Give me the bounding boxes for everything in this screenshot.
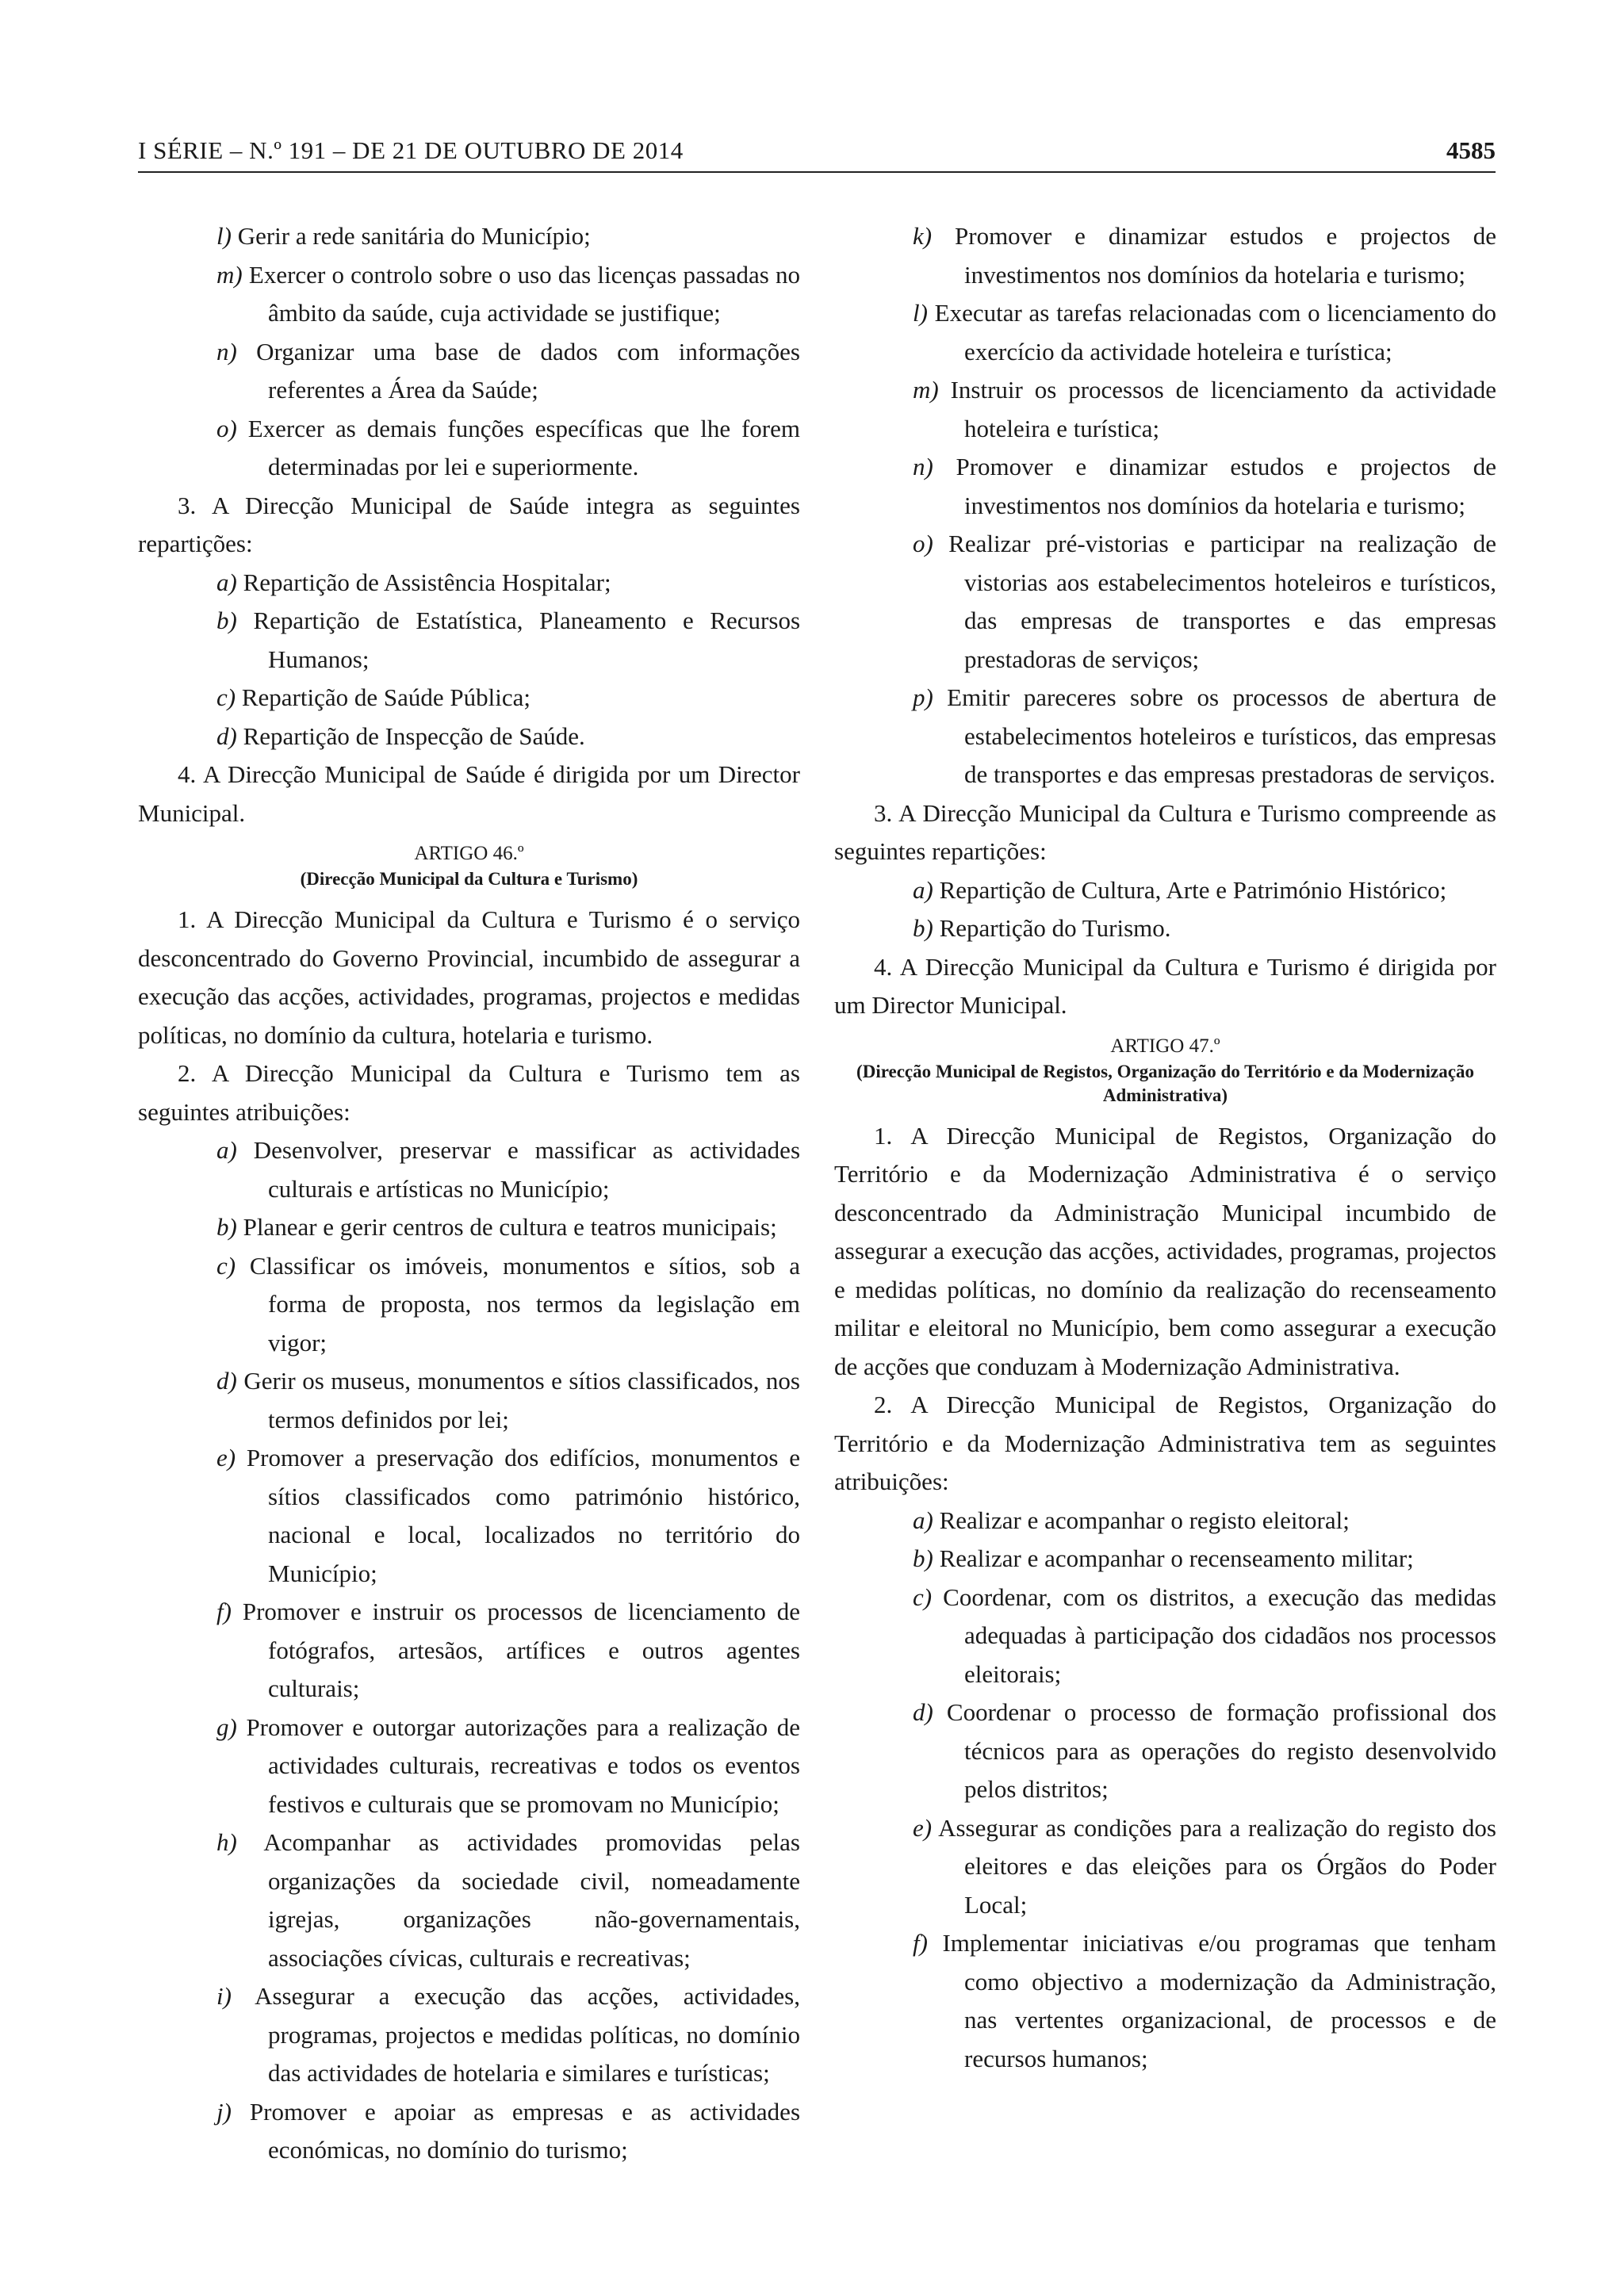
list-item-label: k) (913, 222, 933, 250)
list-item (834, 871, 1496, 910)
list-item (138, 1362, 800, 1439)
journal-series: I SÉRIE – N.º 191 – DE 21 DE OUTUBRO DE 2014 (138, 136, 684, 164)
list-item (138, 1131, 800, 1208)
list-item-text: Repartição de Estatística, Planeamento e Recursos Humanos; (253, 607, 801, 673)
list-item-label: c) (216, 1251, 236, 1280)
page-header (138, 128, 1496, 176)
list-item-label: d) (216, 721, 237, 750)
list-item (138, 1593, 800, 1709)
list-item-label: n) (216, 337, 237, 365)
list-item-label: e) (216, 1444, 236, 1471)
list-item (834, 217, 1496, 294)
list-item-label: m) (216, 260, 243, 289)
page-number: 4585 (1446, 136, 1496, 164)
list-item-text: Emitir pareceres sobre os processos de abertura de estabelecimentos hoteleiros e turísticos, das empresas de transportes e das empresas prestadoras de serviços. (947, 683, 1496, 788)
list-item (834, 1693, 1496, 1809)
list-item-label: m) (913, 376, 939, 404)
list-item-label: d) (913, 1698, 933, 1726)
list-item-label: f) (216, 1598, 232, 1625)
list-item (834, 1578, 1496, 1694)
list-item-text: Promover e apoiar as empresas e as actividades económicas, no domínio do turismo; (249, 2097, 801, 2164)
paragraph: 3. A Direcção Municipal da Cultura e Turismo compreende as seguintes repartições: (834, 798, 1496, 865)
list-item-text: Gerir os museus, monumentos e sítios classificados, nos termos definidos por lei; (243, 1367, 801, 1433)
list-item-label: j) (216, 2097, 232, 2126)
list-item-label: e) (913, 1813, 933, 1842)
list-item-text: Realizar pré-vistorias e participar na realização de vistorias aos estabelecimentos hoteleiros e turísticos, das empresas de transportes e das empresas prestadoras de serviços; (948, 530, 1496, 673)
article-title: (Direcção Municipal de Registos, Organização do Território e da Modernização Administrativa) (856, 1061, 1474, 1105)
list-item-text: Gerir a rede sanitária do Município; (237, 222, 591, 250)
list-item-text: Classificar os imóveis, monumentos e sítios, sob a forma de proposta, nos termos da legislação em vigor; (249, 1251, 801, 1357)
article-title: (Direcção Municipal da Cultura e Turismo) (300, 869, 638, 889)
list-item (138, 1208, 800, 1247)
list-item-label: o) (913, 530, 933, 557)
list-item-label: n) (913, 453, 933, 480)
list-item (138, 1977, 800, 2093)
paragraph: 3. A Direcção Municipal de Saúde integra as seguintes repartições: (138, 491, 800, 557)
list-item-text: Assegurar as condições para a realização do registo dos eleitores e das eleições para os Órgãos do Poder Local; (938, 1813, 1496, 1919)
paragraph: 1. A Direcção Municipal de Registos, Organização do Território e da Modernização Administrativa é o serviço desconcentrado da Administração Municipal incumbido de assegurar a execução das acções, actividades, programas, projectos e medidas políticas, no domínio da realização do recenseamento militar e eleitoral no Município, bem como assegurar a execução de acções que conduzam à Modernização Administrativa. (834, 1121, 1496, 1380)
list-item (138, 679, 800, 718)
list-item (138, 410, 800, 487)
list-item (138, 1247, 800, 1363)
left-column (138, 217, 800, 2170)
list-item-text: Promover e dinamizar estudos e projectos de investimentos nos domínios da hotelaria e turismo; (955, 222, 1497, 289)
list-item-label: g) (216, 1712, 237, 1741)
paragraph: 4. A Direcção Municipal de Saúde é dirigida por um Director Municipal. (138, 760, 800, 827)
list-item (138, 1709, 800, 1824)
list-item-label: l) (913, 299, 928, 327)
list-item (834, 909, 1496, 948)
list-item-label: c) (913, 1582, 933, 1611)
list-item-label: a) (913, 1506, 933, 1534)
article-number: ARTIGO 47.º (1110, 1035, 1220, 1057)
list-item-text: Instruir os processos de licenciamento da actividade hoteleira e turística; (950, 376, 1496, 442)
list-item-text: Repartição de Assistência Hospitalar; (243, 568, 611, 596)
list-item-text: Exercer o controlo sobre o uso das licenças passadas no âmbito da saúde, cuja actividade se justifique; (248, 260, 801, 327)
paragraph: 4. A Direcção Municipal da Cultura e Turismo é dirigida por um Director Municipal. (834, 952, 1496, 1019)
paragraph: 1. A Direcção Municipal da Cultura e Turismo é o serviço desconcentrado do Governo Provincial, incumbido de assegurar a execução das acções, actividades, programas, projectos e medidas políticas, no domínio da cultura, hotelaria e turismo. (138, 905, 800, 1049)
list-item-label: b) (913, 914, 933, 942)
list-item-text: Coordenar o processo de formação profissional dos técnicos para as operações do registo desenvolvido pelos distritos; (946, 1698, 1497, 1803)
list-item-text: Promover e dinamizar estudos e projectos de investimentos nos domínios da hotelaria e turismo; (956, 453, 1497, 519)
list-item (834, 371, 1496, 448)
list-item (834, 1924, 1496, 2078)
list-item (834, 294, 1496, 371)
list-item-label: l) (216, 222, 232, 250)
list-item-text: Promover e outorgar autorizações para a realização de actividades culturais, recreativas e todos os eventos festivos e culturais que se promovam no Município; (246, 1712, 800, 1818)
list-item-text: Repartição de Cultura, Arte e Património Histórico; (939, 875, 1447, 904)
list-item-label: p) (913, 683, 933, 711)
list-item-text: Repartição do Turismo. (939, 914, 1171, 942)
list-item (138, 333, 800, 410)
list-item-text: Planear e gerir centros de cultura e teatros municipais; (243, 1213, 777, 1241)
article-number: ARTIGO 46.º (414, 843, 524, 864)
list-item-label: a) (216, 1136, 237, 1164)
list-item-text: Exercer as demais funções específicas que lhe forem determinadas por lei e superiormente. (247, 414, 801, 480)
list-item-text: Desenvolver, preservar e massificar as actividades culturais e artísticas no Município; (253, 1136, 801, 1203)
list-item-text: Promover e instruir os processos de licenciamento de fotógrafos, artesãos, artífices e outros agentes culturais; (242, 1598, 801, 1702)
list-item (138, 718, 800, 756)
list-item-text: Executar as tarefas relacionadas com o licenciamento do exercício da actividade hoteleira e turística; (934, 299, 1497, 365)
list-item-label: i) (216, 1982, 232, 2010)
list-item (138, 602, 800, 679)
list-item-label: a) (913, 875, 933, 904)
list-item-label: a) (216, 568, 237, 596)
list-item-text: Promover a preservação dos edifícios, monumentos e sítios classificados como património histórico, nacional e local, localizados no território do Município; (246, 1444, 800, 1587)
list-item-text: Repartição de Inspecção de Saúde. (243, 721, 585, 750)
list-item-label: d) (216, 1367, 237, 1395)
list-item (834, 679, 1496, 794)
list-item-text: Organizar uma base de dados com informações referentes a Área da Saúde; (256, 337, 800, 404)
list-item-text: Acompanhar as actividades promovidas pelas organizações da sociedade civil, nomeadamente igrejas, organizações não-governamentais, associações cívicas, culturais e recreativas; (263, 1828, 800, 1972)
paragraph: 2. A Direcção Municipal da Cultura e Turismo tem as seguintes atribuições: (138, 1059, 800, 1126)
list-item (138, 1823, 800, 1977)
list-item-label: b) (216, 607, 237, 634)
list-item (834, 1502, 1496, 1540)
list-item (834, 525, 1496, 679)
list-item-label: o) (216, 414, 237, 442)
list-item-text: Assegurar a execução das acções, actividades, programas, projectos e medidas políticas, no domínio das actividades de hotelaria e similares e turísticas; (255, 1982, 800, 2087)
list-item (138, 1439, 800, 1593)
list-item-text: Realizar e acompanhar o registo eleitoral; (939, 1506, 1350, 1534)
list-item-label: b) (913, 1544, 933, 1572)
paragraph: 2. A Direcção Municipal de Registos, Organização do Território e da Modernização Administrativa tem as seguintes atribuições: (834, 1391, 1496, 1495)
header-rule (138, 171, 1496, 173)
list-item-text: Coordenar, com os distritos, a execução das medidas adequadas à participação dos cidadãos nos processos eleitorais; (943, 1582, 1496, 1688)
list-item (834, 1540, 1496, 1578)
list-item-label: b) (216, 1213, 237, 1241)
list-item (138, 564, 800, 603)
list-item (834, 1809, 1496, 1925)
list-item-label: h) (216, 1828, 237, 1856)
list-item (834, 448, 1496, 525)
right-column (834, 217, 1496, 2078)
list-item (138, 2093, 800, 2170)
list-item-text: Repartição de Saúde Pública; (241, 683, 530, 711)
list-item (138, 256, 800, 333)
list-item-label: f) (913, 1929, 928, 1957)
list-item (138, 217, 800, 256)
list-item-label: c) (216, 683, 236, 711)
list-item-text: Realizar e acompanhar o recenseamento militar; (939, 1544, 1414, 1572)
list-item-text: Implementar iniciativas e/ou programas que tenham como objectivo a modernização da Administração, nas vertentes organizacional, de processos e de recursos humanos; (942, 1929, 1497, 2072)
